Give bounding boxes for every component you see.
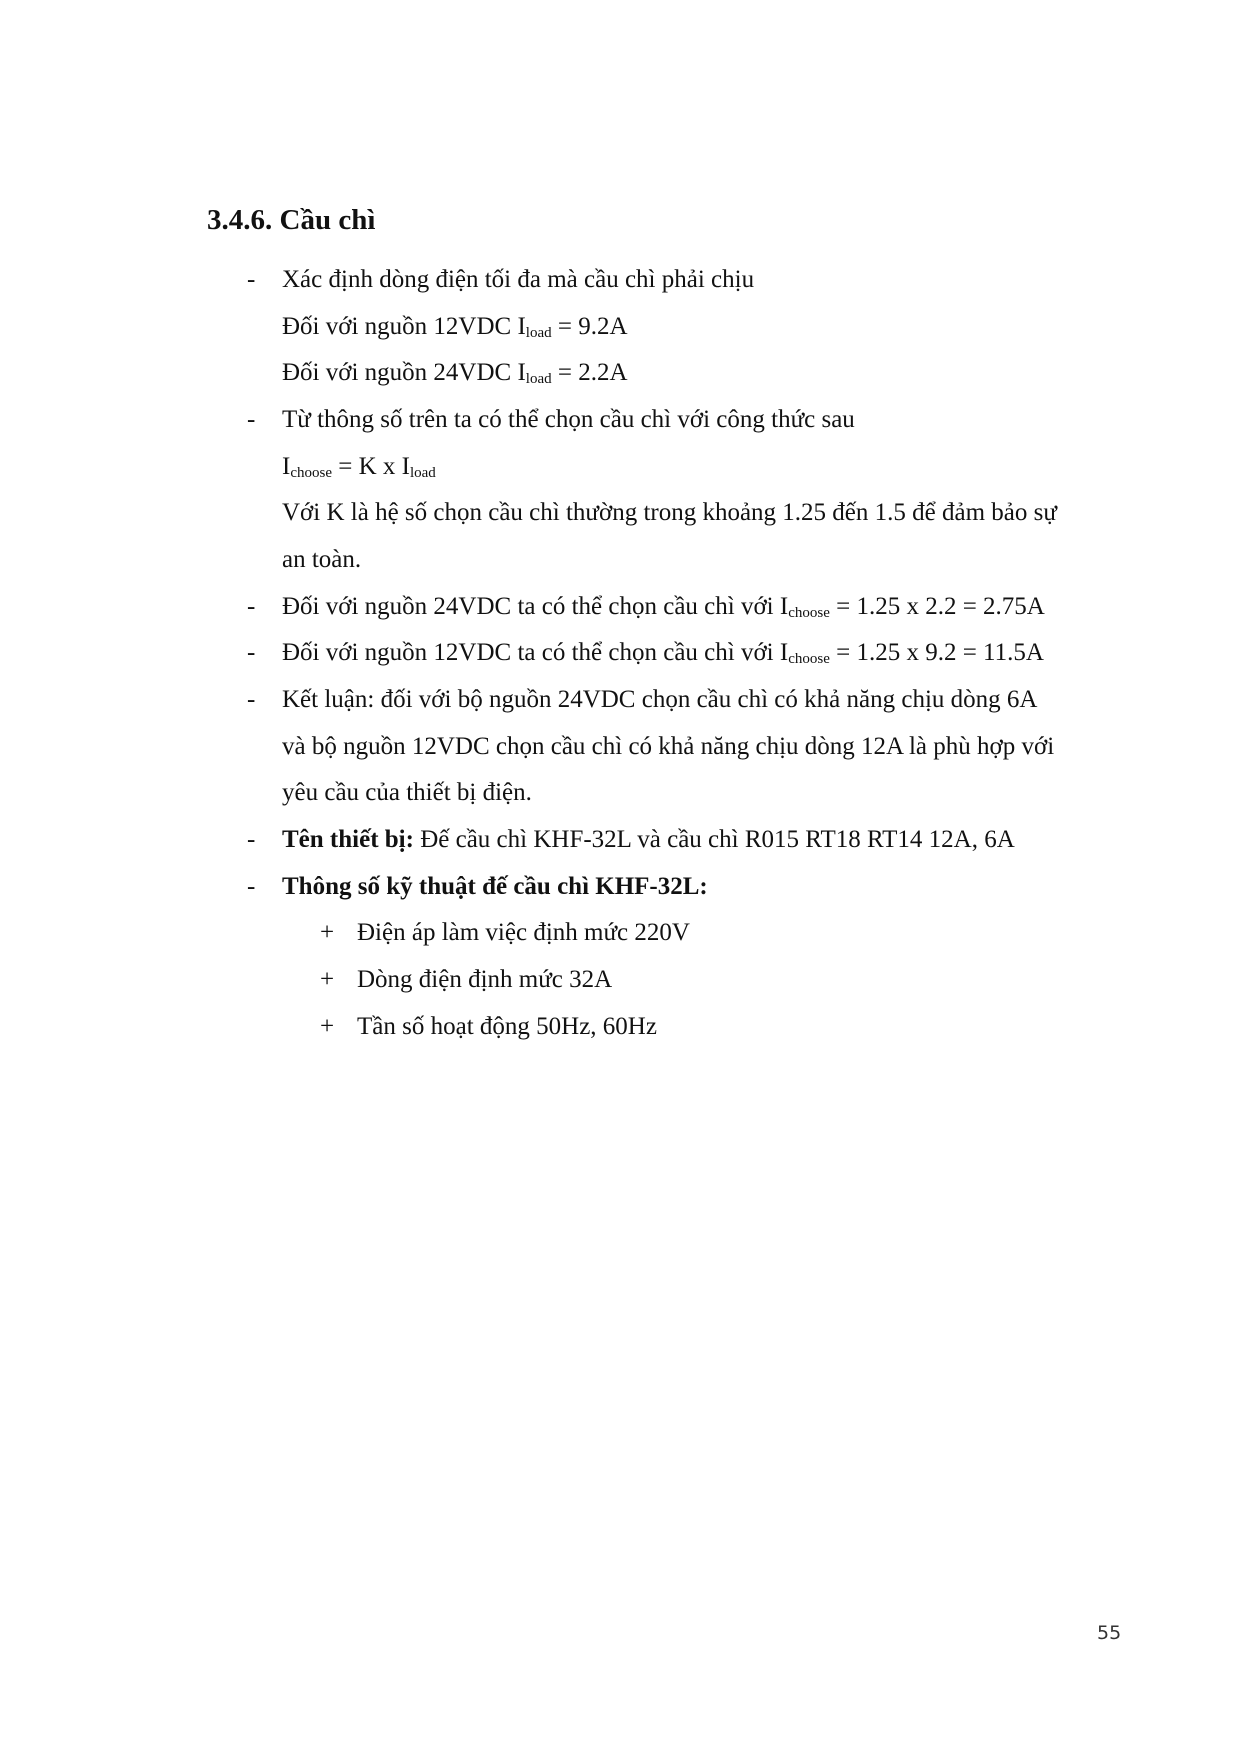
text-run: = 9.2A (551, 313, 628, 340)
subscript: choose (788, 651, 830, 667)
text-run: Đế cầu chì KHF-32L và cầu chì R015 RT18 RT14 12A, 6A (413, 826, 1015, 853)
text-run: Đối với nguồn 12VDC ta có thể chọn cầu chì với I (282, 639, 789, 666)
text-run: = 2.2A (551, 359, 628, 386)
text-run: = 1.25 x 2.2 = 2.75A (829, 593, 1045, 620)
bullet-dash: - (247, 406, 256, 433)
text-run: = K x I (331, 453, 410, 480)
bullet-dash: - (247, 826, 256, 853)
text-line (282, 872, 708, 902)
bold-label: Thông số kỹ thuật đế cầu chì KHF-32L: (282, 873, 708, 900)
section-heading: 3.4.6. Cầu chì (207, 204, 376, 236)
spec-item: Dòng điện định mức 32A (357, 966, 613, 993)
text-line (282, 825, 1015, 855)
text-line (282, 312, 628, 348)
spec-item: Tần số hoạt động 50Hz, 60Hz (357, 1013, 657, 1040)
subscript: load (409, 465, 436, 481)
bullet-plus: + (320, 919, 335, 946)
subscript: load (525, 371, 552, 387)
text-line (282, 358, 628, 394)
text-line (282, 592, 1045, 628)
text-line: an toàn. (282, 546, 362, 573)
spec-item: Điện áp làm việc định mức 220V (357, 919, 690, 946)
page-number: 55 (1097, 1622, 1122, 1644)
text-run: Đối với nguồn 24VDC I (282, 359, 526, 386)
text-line: yêu cầu của thiết bị điện. (282, 779, 532, 806)
text-line: Với K là hệ số chọn cầu chì thường trong khoảng 1.25 đến 1.5 để đảm bảo sự (282, 499, 1057, 526)
text-line (282, 638, 1044, 674)
bullet-dash: - (247, 873, 256, 900)
bullet-dash: - (247, 266, 256, 293)
text-line: Từ thông số trên ta có thể chọn cầu chì với công thức sau (282, 406, 855, 433)
text-run: Đối với nguồn 12VDC I (282, 313, 526, 340)
subscript: choose (290, 465, 332, 481)
formula-line (282, 452, 436, 488)
text-line: và bộ nguồn 12VDC chọn cầu chì có khả năng chịu dòng 12A là phù hợp với (282, 733, 1055, 760)
text-run: I (282, 453, 291, 480)
text-run: = 1.25 x 9.2 = 11.5A (829, 639, 1044, 666)
bullet-plus: + (320, 1013, 335, 1040)
subscript: choose (788, 605, 830, 621)
bullet-plus: + (320, 966, 335, 993)
text-line: Kết luận: đối với bộ nguồn 24VDC chọn cầu chì có khả năng chịu dòng 6A (282, 686, 1038, 713)
bullet-dash: - (247, 639, 256, 666)
subscript: load (525, 325, 552, 341)
bullet-dash: - (247, 593, 256, 620)
bullet-dash: - (247, 686, 256, 713)
bold-label: Tên thiết bị: (282, 826, 414, 853)
text-line: Xác định dòng điện tối đa mà cầu chì phải chịu (282, 266, 755, 293)
text-run: Đối với nguồn 24VDC ta có thể chọn cầu chì với I (282, 593, 789, 620)
